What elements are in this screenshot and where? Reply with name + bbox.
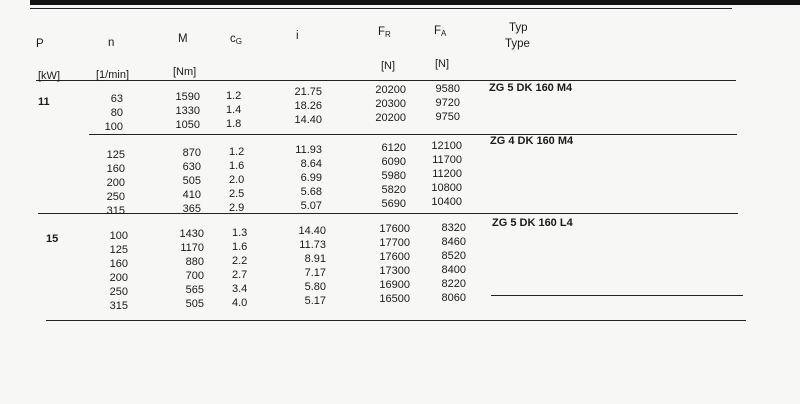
power-label: 15 — [46, 233, 59, 245]
unit-n: [1/min] — [96, 69, 130, 81]
cell-n: 315 — [109, 300, 128, 312]
cell-cg: 2.7 — [232, 269, 248, 281]
cell-fa: 8460 — [441, 236, 466, 248]
cell-m: 505 — [185, 298, 204, 310]
column-cg — [229, 145, 244, 215]
cell-cg: 2.5 — [229, 188, 245, 200]
rule-group-2 — [38, 213, 738, 214]
cell-cg: 2.2 — [232, 255, 248, 267]
cell-n: 63 — [110, 93, 123, 105]
cell-m: 1590 — [175, 91, 200, 103]
cell-m: 1050 — [175, 119, 200, 131]
header-fa: $F_A$ — [434, 25, 447, 38]
cell-n: 160 — [109, 258, 128, 270]
cell-i: 18.26 — [294, 100, 322, 112]
cell-cg: 4.0 — [232, 297, 248, 309]
column-cg — [226, 89, 241, 131]
cell-fr: 16500 — [379, 293, 410, 305]
cell-i: 14.40 — [298, 225, 326, 237]
cell-fr: 6120 — [381, 142, 406, 154]
unit-fr: [N] — [381, 60, 396, 72]
header-n: n — [108, 37, 115, 49]
cell-m: 410 — [182, 189, 201, 201]
cell-n: 315 — [106, 205, 125, 217]
column-i — [290, 224, 326, 308]
header-typ: Typ — [509, 22, 528, 34]
cell-cg: 1.4 — [226, 104, 242, 116]
column-n — [100, 229, 128, 313]
motor-type-label: ZG 4 DK 160 M4 — [490, 135, 574, 147]
cell-i: 11.73 — [299, 239, 326, 251]
column-fr — [370, 222, 410, 306]
unit-p: [kW] — [38, 70, 60, 82]
cell-i: 11.93 — [295, 144, 322, 156]
cell-i: 8.91 — [304, 253, 326, 265]
cell-cg: 1.2 — [226, 90, 242, 102]
column-m — [168, 90, 200, 132]
column-n — [95, 148, 125, 218]
cell-n: 125 — [109, 244, 128, 256]
cell-cg: 2.0 — [229, 174, 245, 186]
rule-bottom — [46, 320, 746, 321]
cell-n: 160 — [106, 163, 125, 175]
column-m — [168, 146, 201, 216]
cell-fr: 17600 — [379, 223, 410, 235]
cell-i: 5.80 — [304, 281, 326, 293]
column-fa — [426, 221, 466, 305]
power-label: 11 — [38, 96, 50, 108]
column-fa — [420, 82, 460, 124]
column-i — [286, 143, 322, 213]
cell-m: 365 — [182, 203, 201, 215]
cell-cg: 1.6 — [232, 241, 248, 253]
cell-fr: 17300 — [379, 265, 410, 277]
rule-header — [36, 80, 736, 81]
cell-fa: 8060 — [441, 292, 466, 304]
motor-type-label: ZG 5 DK 160 L4 — [492, 217, 573, 229]
cell-i: 14.40 — [294, 114, 322, 126]
column-fr — [366, 141, 406, 211]
cell-n: 200 — [106, 177, 125, 189]
cell-cg: 3.4 — [232, 283, 248, 295]
cell-fr: 17700 — [379, 237, 410, 249]
cell-m: 880 — [185, 256, 204, 268]
header-p: P — [36, 38, 44, 50]
cell-m: 700 — [185, 270, 204, 282]
cell-n: 80 — [110, 107, 123, 119]
header-cg: $c_G$ — [230, 33, 242, 46]
cell-i: 21.75 — [294, 86, 322, 98]
motor-type-label: ZG 5 DK 160 M4 — [489, 82, 573, 94]
header-m: M — [178, 33, 188, 45]
header-i: i — [296, 30, 299, 42]
cell-fr: 5820 — [381, 184, 406, 196]
cell-fa: 12100 — [431, 140, 462, 152]
cell-fa: 8400 — [441, 264, 466, 276]
cell-fr: 5980 — [381, 170, 406, 182]
cell-m: 565 — [185, 284, 204, 296]
rule-group-3-end — [491, 295, 743, 296]
cell-m: 1430 — [179, 228, 204, 240]
rule-group-1 — [89, 134, 737, 135]
top-black-bar — [30, 0, 800, 5]
rule-top — [30, 8, 732, 9]
cell-n: 250 — [109, 286, 128, 298]
header-fr: $F_R$ — [378, 26, 391, 39]
cell-n: 100 — [109, 230, 128, 242]
cell-n: 200 — [109, 272, 128, 284]
cell-cg: 2.9 — [229, 202, 245, 214]
column-cg — [232, 226, 247, 310]
cell-fa: 8220 — [441, 278, 466, 290]
cell-fr: 17600 — [379, 251, 410, 263]
cell-fr: 20200 — [375, 84, 406, 96]
cell-n: 250 — [106, 191, 125, 203]
unit-fa: [N] — [435, 58, 450, 70]
cell-fr: 16900 — [379, 279, 410, 291]
cell-fa: 8320 — [441, 222, 466, 234]
column-fa — [422, 139, 462, 209]
cell-i: 5.07 — [300, 200, 322, 212]
cell-cg: 1.2 — [229, 146, 245, 158]
cell-cg: 1.8 — [226, 118, 242, 130]
cell-cg: 1.6 — [229, 160, 245, 172]
column-m — [172, 227, 204, 311]
cell-fa: 11700 — [432, 154, 462, 166]
column-fr — [366, 83, 406, 125]
cell-m: 505 — [182, 175, 201, 187]
header-type: Type — [505, 38, 530, 50]
cell-m: 630 — [182, 161, 201, 173]
cell-fr: 20200 — [375, 112, 406, 124]
unit-m: [Nm] — [173, 66, 197, 78]
column-i — [286, 85, 322, 127]
cell-m: 870 — [182, 147, 201, 159]
cell-i: 5.17 — [304, 295, 326, 307]
cell-fa: 8520 — [441, 250, 466, 262]
cell-fr: 6090 — [381, 156, 406, 168]
cell-m: 1330 — [175, 105, 200, 117]
cell-fa: 9750 — [435, 111, 460, 123]
cell-cg: 1.3 — [232, 227, 248, 239]
cell-i: 7.17 — [304, 267, 326, 279]
column-n — [95, 92, 123, 134]
cell-i: 5.68 — [300, 186, 322, 198]
cell-fa: 9720 — [435, 97, 460, 109]
cell-fr: 20300 — [375, 98, 406, 110]
cell-i: 8.64 — [300, 158, 322, 170]
cell-m: 1170 — [180, 242, 204, 254]
cell-fa: 10400 — [431, 196, 462, 208]
cell-fa: 11200 — [432, 168, 462, 180]
cell-i: 6.99 — [300, 172, 322, 184]
cell-fa: 10800 — [431, 182, 462, 194]
cell-n: 100 — [104, 121, 123, 133]
cell-fr: 5690 — [381, 198, 406, 210]
cell-n: 125 — [106, 149, 125, 161]
cell-fa: 9580 — [435, 83, 460, 95]
